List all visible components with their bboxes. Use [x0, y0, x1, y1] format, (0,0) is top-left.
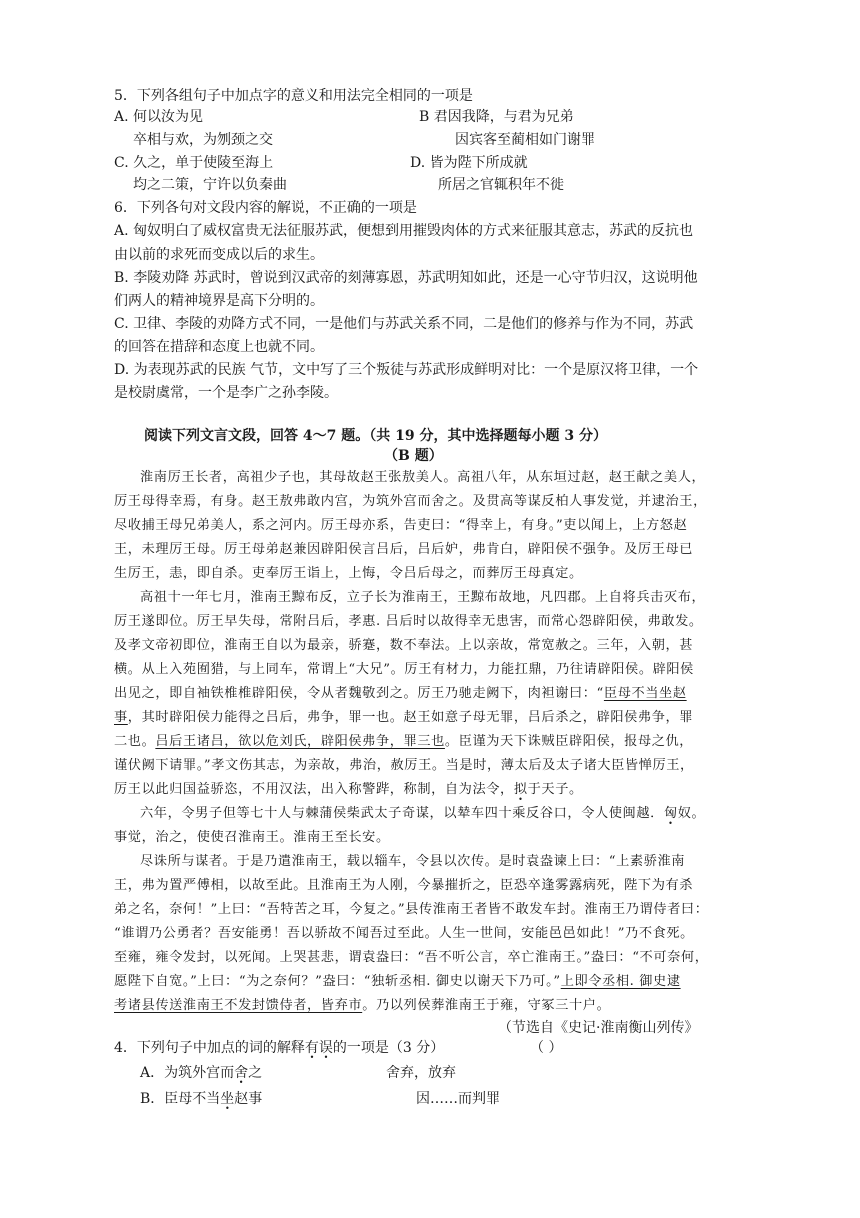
passage-line — [114, 970, 681, 994]
q5-option-b-line1: B 君因我降，与君为兄弟 — [419, 109, 574, 125]
q6-option-a-line2: 由以前的求死而变成以后的求生。 — [114, 247, 324, 263]
q5-option-b-line2: 因宾客至蔺相如门谢罪 — [455, 132, 595, 148]
passage-line — [114, 682, 687, 706]
q6-option-b-line1: B. 李陵劝降 苏武时，曾说到汉武帝的刻薄寡恩，苏武明知如此，还是一心守节归汉，这说明他 — [114, 270, 698, 286]
q6-stem: 6．下列各句对文段内容的解说，不正确的一项是 — [114, 200, 417, 216]
passage-line: 及孝文帝初即位，淮南王自以为最亲，骄蹇，数不奉法。上以亲故，常宽赦之。三年，入朝，甚 — [114, 638, 694, 653]
q5-option-c-line2: 均之二策，宁许以负秦曲 — [133, 177, 287, 193]
q6-option-a-line1: A. 匈奴明白了威权富贵无法征服苏武，便想到用摧毁肉体的方式来征服其意志，苏武的反抗也 — [114, 223, 694, 239]
q4-answer-paren: （ ） — [530, 1040, 563, 1056]
passage-line: 厉王遂即位。厉王早失母，常附吕后，孝惠. 吕后时以故得幸无患害，而常心怨辟阳侯，弗敢发。 — [114, 614, 703, 629]
passage-text: 六年，令男子但等七十人与棘蒲侯柴武太子奇谋，以辇车四十乘反谷口，令人使闽越． — [140, 806, 664, 821]
dotted-char: 有 — [304, 1040, 319, 1056]
underlined-sentence: 上即令丞相. 御史逮 — [560, 974, 681, 989]
q6-option-c-line1: C. 卫律、李陵的劝降方式不同，一是他们与苏武关系不同，二是他们的修养与作为不同，苏武 — [114, 316, 694, 332]
q6-option-d-line2: 是校尉虞常，一个是李广之孙李陵。 — [114, 385, 338, 401]
passage-text: 于天子。 — [527, 782, 583, 797]
option-text: B．臣母不当 — [140, 1091, 221, 1107]
passage-line — [114, 706, 693, 730]
passage-text: 。乃以列侯葬淮南王于雍，守冢三十户。 — [362, 998, 611, 1013]
q4-stem-text: 4．下列句子中加点的词的解释 — [114, 1040, 305, 1056]
passage-line: 王，弗为置严傅相，以故至此。且淮南王为人刚，今暴摧折之，臣恐卒逢雾露病死，陛下为有杀 — [114, 878, 694, 893]
dotted-char: 坐 — [220, 1091, 235, 1107]
passage-line: 厉王母得幸焉，有身。赵王敖弗敢内宫，为筑外宫而舍之。及贯高等谋反柏人事发觉，并逮治王， — [114, 494, 707, 509]
passage-line: 淮南厉王长者，高祖少子也，其母故赵王张敖美人。高祖八年，从东垣过赵，赵王献之美人， — [140, 470, 706, 485]
underlined-sentence: 臣母不当坐赵 — [603, 686, 687, 701]
q5-option-d-line2: 所居之官辄积年不徙 — [438, 177, 564, 193]
q6-option-c-line2: 的回答在措辞和态度上也就不同。 — [114, 339, 324, 355]
underlined-sentence: 吕后王诸吕，欲以危刘氏，辟阳侯弗争，罪三也 — [155, 734, 445, 749]
passage-line: 尽收捕王母兄弟美人，系之河内。厉王母亦系，告吏曰：“得幸上，有身。”吏以闻上，上方怒赵 — [114, 518, 688, 533]
passage-line — [140, 802, 705, 826]
q5-option-a-line2: 卒相与欢，为刎颈之交 — [133, 132, 273, 148]
passage-text: 。臣谨为天下诛贼臣辟阳侯，报母之仇， — [444, 734, 694, 749]
passage-text: 二也。 — [114, 734, 156, 749]
q5-option-d-line1: D. 皆为陛下所成就 — [410, 155, 528, 171]
passage-line: 谨伏阙下请罪。”孝文伤其志，为亲故，弗治，赦厉王。当是时，薄太后及太子诸大臣皆惮厉王， — [114, 758, 694, 773]
q6-option-b-line2: 们两人的精神境界是高下分明的。 — [114, 293, 324, 309]
dotted-char: 拟 — [513, 782, 528, 797]
section-heading: 阅读下列文言文段，回答 4～7 题。（共 19 分，其中选择题每小题 3 分） — [144, 428, 607, 444]
underlined-sentence: 考诸县传送淮南王不发封馈侍者，皆弃市 — [114, 998, 363, 1013]
passage-source: （节选自《史记·淮南衡山列传》 — [498, 1020, 699, 1036]
passage-line: “谁谓乃公勇者？吾安能勇！吾以骄故不闻吾过至此。人生一世间，安能邑邑如此！”乃不食死。 — [114, 926, 694, 941]
passage-line: 王，未理厉王母。厉王母弟赵兼因辟阳侯言吕后，吕后妒，弗肯白，辟阳侯不强争。及厉王母已 — [114, 542, 694, 557]
passage-line — [114, 778, 583, 802]
passage-line: 弟之名，奈何！”上曰：“吾特苦之耳，今复之。”县传淮南王者皆不敢发车封。淮南王乃谓侍者曰： — [114, 902, 709, 917]
dotted-char: 匈 — [663, 806, 678, 821]
passage-line: 生厉王，恚，即自杀。吏奉厉王诣上，上悔，令吕后母之，而葬厉王母真定。 — [114, 566, 583, 581]
section-subheading: （B 题） — [384, 448, 443, 464]
option-text: A．为筑外宫而 — [140, 1065, 235, 1081]
passage-line: 横。从上入苑囿猎，与上同车，常谓上“大兄”。厉王有材力，力能扛鼎，乃往请辟阳侯。辟阳侯 — [114, 662, 694, 677]
q4-option-a — [140, 1063, 262, 1083]
q5-stem: 5．下列各组句子中加点字的意义和用法完全相同的一项是 — [114, 88, 473, 104]
passage-text: 出见之，即自袖铁椎椎辟阳侯，令从者魏敬刭之。厉王乃驰走阙下，肉袒谢曰：“ — [114, 686, 604, 701]
underlined-sentence: 事 — [114, 710, 128, 725]
passage-text: ，其时辟阳侯力能得之吕后，弗争，罪一也。赵王如意子母无罪，吕后杀之，辟阳侯弗争，罪 — [127, 710, 694, 725]
dotted-char: 误 — [318, 1040, 333, 1056]
passage-line: 至雍，雍令发封，以死闻。上哭甚悲，谓袁盎曰：“吾不听公言，卒亡淮南王。”盎曰：“不可奈何， — [114, 950, 709, 965]
passage-text: 厉王以此归国益骄恣，不用汉法，出入称警跸，称制，自为法令， — [114, 782, 514, 797]
q4-option-a-meaning: 舍弃，放弃 — [386, 1065, 456, 1081]
passage-text: 愿陛下自宽。”上曰：“为之奈何？”盎曰：“独斩丞相. 御史以谢天下乃可。” — [114, 974, 561, 989]
q6-option-d-line1: D. 为表现苏武的民族 气节，文中写了三个叛徒与苏武形成鲜明对比：一个是原汉将卫律，一个 — [114, 362, 699, 378]
q5-option-c-line1: C. 久之，单于使陵至海上 — [114, 155, 274, 171]
passage-text: 奴。 — [677, 806, 706, 821]
q4-option-b-meaning: 因……而判罪 — [416, 1091, 500, 1107]
option-text: 之 — [248, 1065, 263, 1081]
passage-line — [114, 994, 610, 1018]
option-text: 赵事 — [234, 1091, 263, 1107]
q4-option-b — [140, 1089, 262, 1109]
dotted-char: 舍 — [234, 1065, 249, 1081]
q4-stem-text: 的一项是（3 分） — [332, 1040, 445, 1056]
passage-line — [114, 730, 693, 754]
q4-stem — [114, 1038, 444, 1058]
q5-option-a-line1: A. 何以汝为见 — [114, 109, 204, 125]
passage-line: 尽诛所与谋者。于是乃遣淮南王，载以辎车，令县以次传。是时袁盎谏上曰：“上素骄淮南 — [140, 854, 686, 869]
passage-line: 事觉，治之，使使召淮南王。淮南王至长安。 — [114, 830, 390, 845]
passage-line: 高祖十一年七月，淮南王黥布反，立子长为淮南王，王黥布故地，凡四郡。上自将兵击灭布， — [140, 590, 706, 605]
